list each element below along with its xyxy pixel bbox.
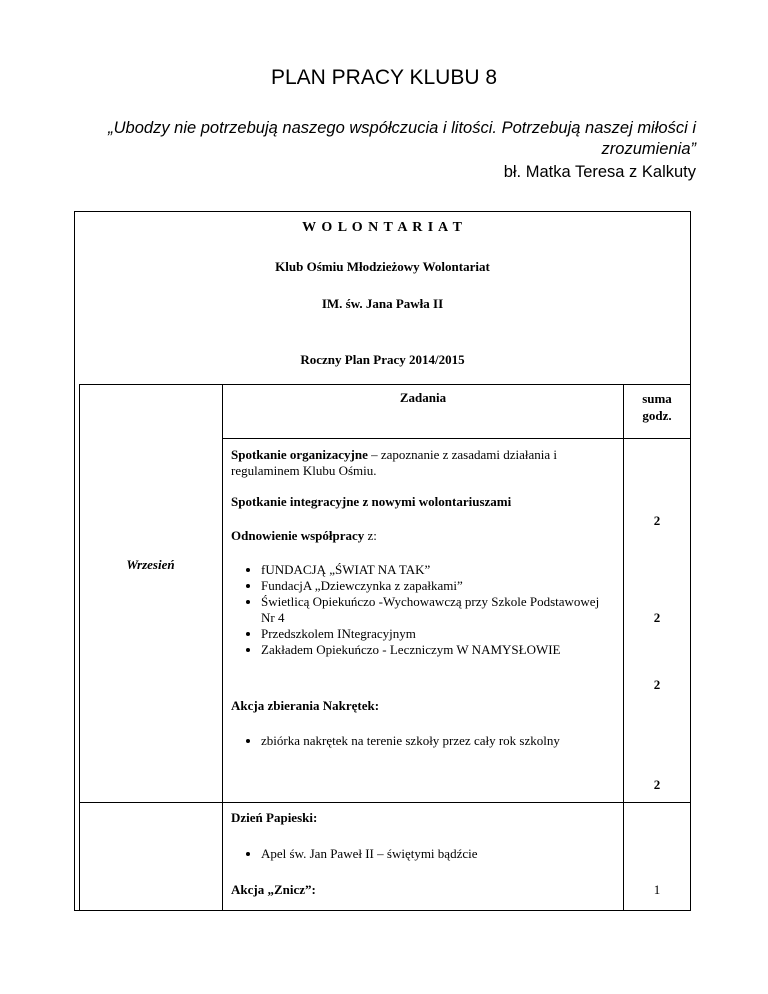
hours-value: 2 <box>653 677 661 692</box>
partner-item: • FundacjA „Dziewczynka z zapałkami” <box>261 578 606 594</box>
quote-author: bł. Matka Teresa z Kalkuty <box>503 163 696 181</box>
row-divider-column-headers <box>223 438 691 439</box>
task-organizational-meeting <box>231 447 619 479</box>
page-title: PLAN PRACY KLUBU 8 <box>270 66 498 89</box>
partner-list <box>231 562 606 658</box>
hours-value: 1 <box>653 882 661 897</box>
task-renew-cooperation-title: Odnowienie współpracy <box>231 528 365 543</box>
row-divider-october <box>79 802 691 803</box>
partner-item: • Przedszkolem INtegracyjnym <box>261 626 606 642</box>
task-renew-cooperation <box>231 528 619 544</box>
task-papal-day: Dzień Papieski: <box>231 810 318 825</box>
col-divider-hours <box>623 384 624 910</box>
col-divider-left-edge <box>79 384 80 910</box>
cap-collection-list <box>231 733 591 749</box>
hours-value: 2 <box>653 777 661 792</box>
month-label-wrzesien: Wrzesień <box>126 557 175 572</box>
header-patron: IM. św. Jana Pawła II <box>321 296 444 311</box>
header-club-name: Klub Ośmiu Młodzieżowy Wolontariat <box>275 259 490 274</box>
column-header-tasks: Zadania <box>399 390 447 405</box>
plan-table <box>74 211 691 911</box>
task-organizational-meeting-title: Spotkanie organizacyjne <box>231 447 368 462</box>
col-divider-month <box>222 384 223 910</box>
partner-item: • Zakładem Opiekuńczo - Leczniczym W NAMYSŁOWIE <box>261 642 606 658</box>
header-plan-year: Roczny Plan Pracy 2014/2015 <box>300 352 465 367</box>
row-divider-header <box>79 384 691 385</box>
papal-day-item: • Apel św. Jan Paweł II – świętymi bądźcie <box>261 846 649 862</box>
papal-day-list <box>231 846 649 862</box>
task-cap-collection: Akcja zbierania Nakrętek: <box>231 698 380 713</box>
column-header-hours-2: godz. <box>642 408 672 423</box>
hours-value: 2 <box>653 610 661 625</box>
motto-quote: „Ubodzy nie potrzebują naszego współczucia i litości. Potrzebują naszej miłości i zrozumienia” <box>108 119 696 158</box>
partner-item: • Świetlicą Opiekuńczo -Wychowawczą przy Szkole Podstawowej Nr 4 <box>261 594 606 626</box>
task-organizational-meeting-desc: – zapoznanie z zasadami działania i regulaminem Klubu Ośmiu. <box>231 447 557 478</box>
column-header-hours-1: suma <box>642 391 672 406</box>
header-wolontariat: W O L O N T A R I A T <box>302 220 463 235</box>
partner-item: • fUNDACJĄ „ŚWIAT NA TAK” <box>261 562 606 578</box>
task-renew-cooperation-desc: z: <box>364 528 377 543</box>
cap-collection-item: • zbiórka nakrętek na terenie szkoły przez cały rok szkolny <box>261 733 591 749</box>
hours-value: 2 <box>653 513 661 528</box>
task-candle-action: Akcja „Znicz”: <box>231 882 316 897</box>
task-integration-meeting: Spotkanie integracyjne z nowymi wolontariuszami <box>231 494 512 509</box>
